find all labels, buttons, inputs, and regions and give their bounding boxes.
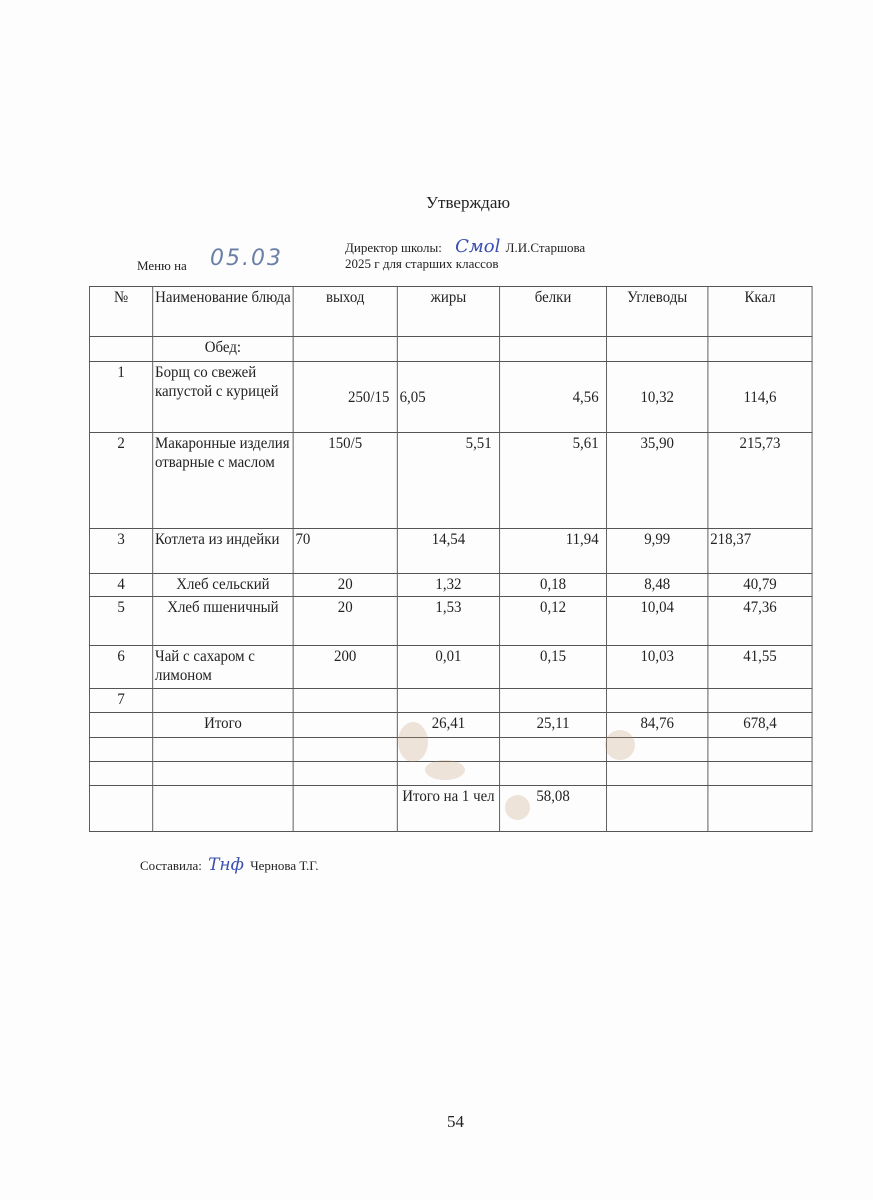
- total-label: Итого: [153, 713, 293, 738]
- cell-n: 5: [89, 597, 152, 646]
- director-line: [345, 236, 585, 257]
- cell-yield: 20: [293, 597, 397, 646]
- menu-label: Меню на: [137, 258, 187, 273]
- cell-n: 1: [89, 362, 152, 433]
- cell-protein: 0,12: [500, 597, 607, 646]
- cell-protein: 5,61: [500, 433, 607, 529]
- col-number: №: [89, 287, 152, 337]
- menu-date: 05.03: [210, 246, 283, 271]
- table-row: [89, 689, 812, 713]
- table-row: [89, 362, 812, 433]
- col-protein: белки: [500, 287, 607, 337]
- compiled-name: Чернова Т.Г.: [250, 858, 319, 873]
- cell-fat: 0,01: [397, 646, 499, 689]
- cell-carbs: 8,48: [607, 574, 708, 597]
- total-carbs: 84,76: [607, 713, 708, 738]
- cell-carbs: 9,99: [607, 529, 708, 574]
- cell-kcal: 47,36: [708, 597, 812, 646]
- section-label: Обед:: [153, 337, 293, 362]
- cell-n: 3: [89, 529, 152, 574]
- col-fat: жиры: [397, 287, 499, 337]
- cell-n: 6: [89, 646, 152, 689]
- director-label: Директор школы:: [345, 240, 442, 255]
- cell-fat: 5,51: [397, 433, 499, 529]
- cell-protein: 0,15: [500, 646, 607, 689]
- compiled-label: Составила:: [140, 858, 202, 873]
- cell-yield: 20: [293, 574, 397, 597]
- cell-fat: 1,53: [397, 597, 499, 646]
- cell-name: Чай с сахаром с лимоном: [153, 646, 293, 689]
- col-carbs: Углеводы: [607, 287, 708, 337]
- per-person-row: [89, 786, 812, 832]
- director-name: Л.И.Старшова: [505, 240, 586, 255]
- table-row: [89, 574, 812, 597]
- cell-n: 4: [89, 574, 152, 597]
- cell-yield: 70: [293, 529, 397, 574]
- compiled-signature: Тнф: [208, 855, 244, 875]
- cell-name: Хлеб пшеничный: [153, 597, 293, 646]
- cell-fat: 14,54: [397, 529, 499, 574]
- compiled-by: [140, 855, 319, 875]
- cell-carbs: 10,32: [607, 362, 708, 433]
- total-row: [89, 713, 812, 738]
- table-row: [89, 646, 812, 689]
- cell-name: Хлеб сельский: [153, 574, 293, 597]
- cell-protein: 4,56: [500, 362, 607, 433]
- total-fat: 26,41: [397, 713, 499, 738]
- section-row: [89, 337, 812, 362]
- director-signature: Смоl: [455, 236, 501, 257]
- approval-heading: Утверждаю: [426, 193, 511, 212]
- cell-n: 7: [89, 689, 152, 713]
- cell-fat: 6,05: [397, 362, 499, 433]
- table-row: [89, 433, 812, 529]
- cell-kcal: 114,6: [708, 362, 812, 433]
- cell-protein: 0,18: [500, 574, 607, 597]
- table-header-row: [89, 287, 812, 337]
- cell-n: 2: [89, 433, 152, 529]
- cell-kcal: 218,37: [708, 529, 812, 574]
- cell-yield: 150/5: [293, 433, 397, 529]
- cell-kcal: 215,73: [708, 433, 812, 529]
- col-yield: выход: [293, 287, 397, 337]
- col-kcal: Ккал: [708, 287, 812, 337]
- total-protein: 25,11: [500, 713, 607, 738]
- cell-carbs: 35,90: [607, 433, 708, 529]
- cell-fat: 1,32: [397, 574, 499, 597]
- cell-name: Макаронные изделия отварные с маслом: [153, 433, 293, 529]
- table-row: [89, 597, 812, 646]
- per-person-value: 58,08: [500, 786, 607, 832]
- col-name: Наименование блюда: [153, 287, 293, 337]
- cell-carbs: 10,03: [607, 646, 708, 689]
- empty-row: [89, 738, 812, 762]
- cell-name: Борщ со свежей капустой с курицей: [153, 362, 293, 433]
- total-kcal: 678,4: [708, 713, 812, 738]
- per-person-label: Итого на 1 чел: [397, 786, 499, 832]
- cell-protein: 11,94: [500, 529, 607, 574]
- cell-yield: 250/15: [293, 362, 397, 433]
- cell-name: Котлета из индейки: [153, 529, 293, 574]
- cell-carbs: 10,04: [607, 597, 708, 646]
- cell-kcal: 41,55: [708, 646, 812, 689]
- cell-yield: 200: [293, 646, 397, 689]
- menu-table: [89, 286, 813, 832]
- page-number: 54: [447, 1112, 464, 1131]
- table-row: [89, 529, 812, 574]
- year-line: 2025 г для старших классов: [345, 256, 499, 271]
- cell-kcal: 40,79: [708, 574, 812, 597]
